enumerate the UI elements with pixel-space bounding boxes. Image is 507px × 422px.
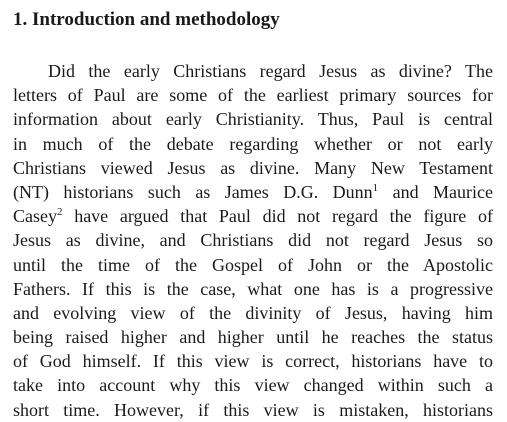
- footnote-marker-2[interactable]: 2: [57, 206, 63, 219]
- text-line: Did the early Christians regard Jesus as divine? The: [48, 61, 493, 81]
- text-line: Fathers. If this is the case, what one has is a progressive: [13, 278, 493, 299]
- text-line: in much of the debate regarding whether or not early: [13, 133, 493, 154]
- section-number: 1.: [13, 9, 28, 30]
- text-line: of God himself. If this view is correct, historians have to: [13, 351, 493, 372]
- text-line: short time. However, if this view is mistaken, historians: [13, 399, 493, 420]
- text-line: until the time of the Gospel of John or the Apostolic: [13, 254, 493, 275]
- text-line: and evolving view of the divinity of Jesus, having him: [13, 302, 493, 323]
- text-line: information about early Christianity. Thus, Paul is central: [13, 109, 493, 130]
- text-line: take into account why this view changed within such a: [13, 375, 493, 396]
- text-line: Jesus as divine, and Christians did not regard Jesus so: [13, 230, 493, 251]
- body-paragraph: [13, 59, 493, 422]
- section-heading: [13, 8, 493, 32]
- text-line: being raised higher and higher until he reaches the status: [13, 327, 493, 348]
- text-line: Casey$^2$ have argued that Paul did not regard the figure of: [13, 206, 493, 227]
- section-title: Introduction and methodology: [32, 9, 280, 30]
- footnote-marker-1[interactable]: 1: [372, 181, 379, 194]
- text-line: letters of Paul are some of the earliest primary sources for: [13, 85, 493, 106]
- text-line: Christians viewed Jesus as divine. Many New Testament: [13, 157, 493, 178]
- text-line: (NT) historians such as James D.G. Dunn$^1$ and Maurice: [13, 181, 493, 202]
- document-page: [13, 8, 493, 422]
